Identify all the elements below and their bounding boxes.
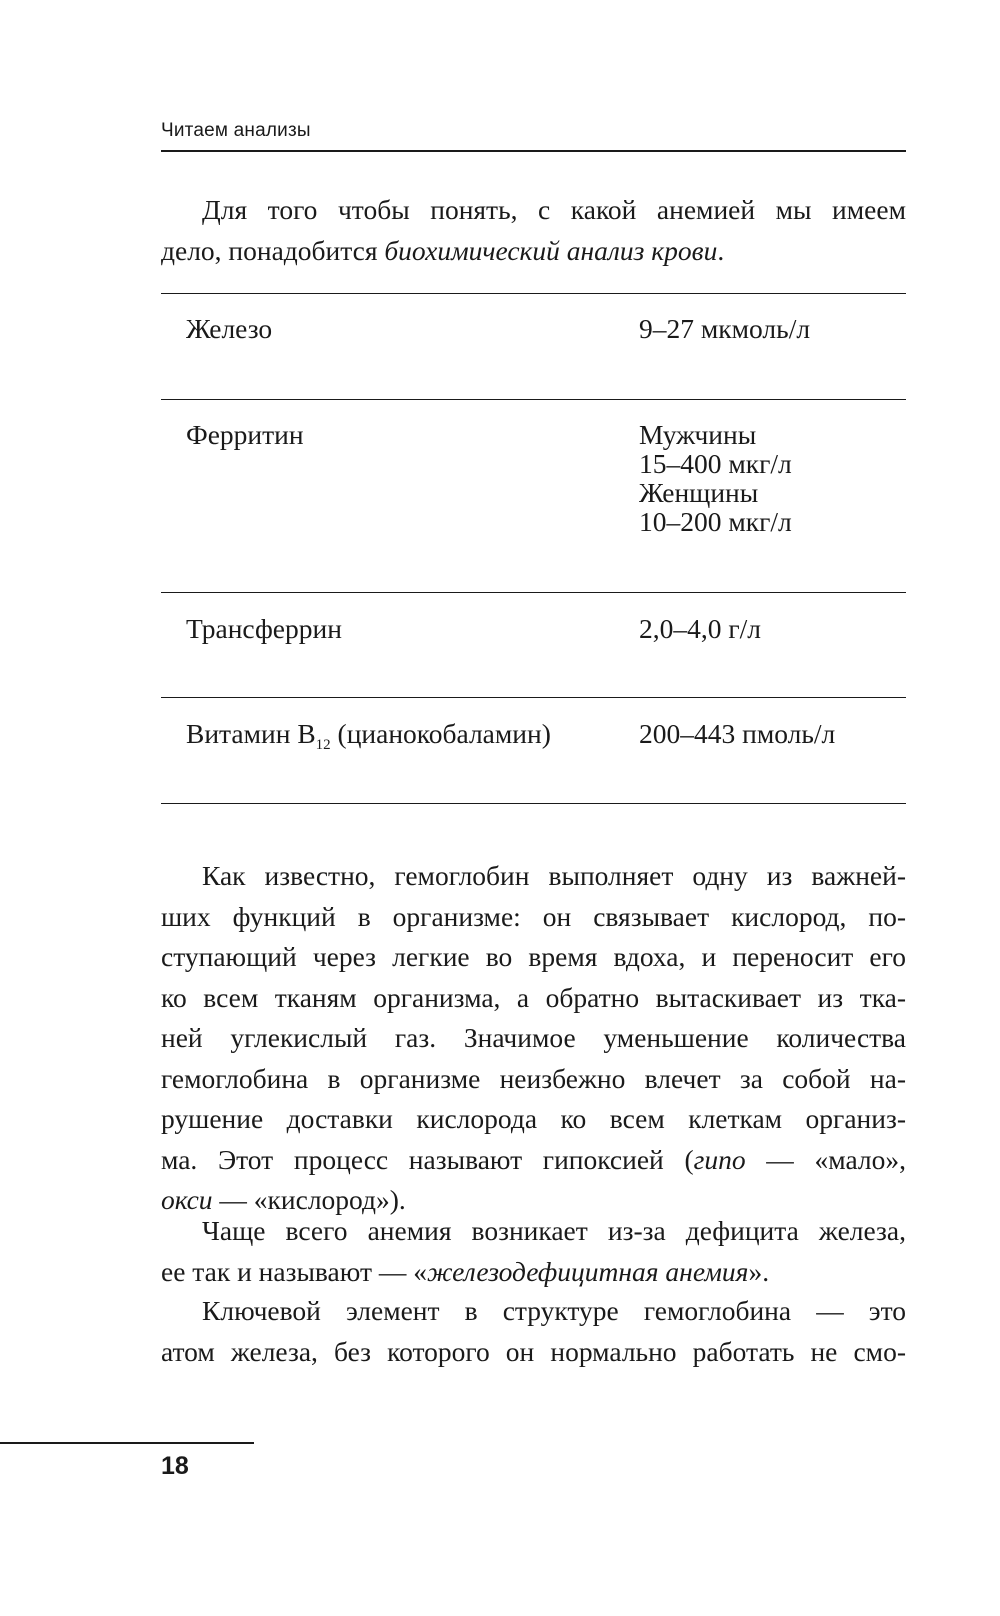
intro-paragraph	[161, 190, 906, 271]
body-emphasis: железодефицитная анемия	[426, 1255, 749, 1287]
row-iron-name: Железо	[186, 313, 273, 344]
row-ferritin-value-women-label: Женщины	[639, 477, 759, 508]
page-number: 18	[161, 1452, 189, 1480]
body-line	[161, 1140, 906, 1181]
body-line: гемоглобина в организме неизбежно влечет за собой на-	[161, 1062, 906, 1094]
intro-period: .	[717, 234, 725, 266]
body-line: ступающий через легкие во время вдоха, и переносит его	[161, 941, 906, 972]
body-line	[161, 1252, 906, 1293]
body-line: ней углекислый газ. Значимое уменьшение количества	[161, 1022, 906, 1053]
body-line: Ключевой элемент в структуре гемоглобина — это	[202, 1295, 906, 1326]
body-text: ма. Этот процесс называют гипоксией (	[161, 1143, 694, 1175]
body-paragraph-2	[161, 1211, 906, 1292]
vitamin-label: Витамин B	[186, 718, 316, 749]
intro-emphasis: биохимический анализ крови	[384, 234, 718, 266]
row-ferritin-name: Ферритин	[186, 419, 304, 450]
body-text: ».	[748, 1255, 770, 1287]
body-line: рушение доставки кислорода ко всем клеткам организ-	[161, 1103, 906, 1134]
body-line: атом железа, без которого он нормально работать не смо-	[161, 1335, 906, 1367]
body-text: — «кислород»).	[212, 1184, 406, 1215]
row-ferritin-value-men: 15–400 мкг/л	[639, 448, 792, 479]
body-line: Как известно, гемоглобин выполняет одну из важней-	[202, 860, 906, 891]
table-rule-3	[161, 697, 906, 698]
intro-line-1: Для того чтобы понять, с какой анемией мы имеем	[202, 194, 906, 225]
footer-rule	[0, 1442, 254, 1444]
row-transferrin-value: 2,0–4,0 г/л	[639, 613, 762, 644]
body-paragraph-3	[161, 1291, 906, 1372]
row-vitamin-b12-value: 200–443 пмоль/л	[639, 718, 836, 749]
body-emphasis: гипо	[693, 1143, 746, 1175]
body-line: ших функций в организме: он связывает кислород, по-	[161, 900, 906, 932]
row-iron-value: 9–27 мкмоль/л	[639, 313, 811, 344]
row-ferritin-value-women: 10–200 мкг/л	[639, 506, 792, 537]
running-head: Читаем анализы	[161, 120, 311, 141]
table-rule-2	[161, 592, 906, 593]
row-vitamin-b12-name	[186, 718, 551, 753]
body-paragraph-1	[161, 856, 906, 1221]
table-rule-1	[161, 399, 906, 400]
body-line: ко всем тканям организма, а обратно вытаскивает из тка-	[161, 981, 906, 1013]
row-ferritin-value-men-label: Мужчины	[639, 419, 757, 450]
body-text: ее так и называют — «	[161, 1255, 427, 1287]
header-rule	[161, 150, 906, 152]
row-transferrin-name: Трансферрин	[186, 613, 342, 644]
body-line: Чаще всего анемия возникает из-за дефицита железа,	[202, 1215, 906, 1246]
vitamin-synonym: (цианокобаламин)	[330, 718, 551, 749]
vitamin-subscript: 12	[315, 737, 331, 753]
body-text: — «мало»,	[745, 1143, 906, 1175]
body-emphasis: окси	[161, 1184, 213, 1215]
intro-line-2	[161, 231, 906, 272]
intro-text: дело, понадобится	[161, 234, 385, 266]
table-rule-top	[161, 293, 906, 294]
table-rule-bottom	[161, 803, 906, 804]
